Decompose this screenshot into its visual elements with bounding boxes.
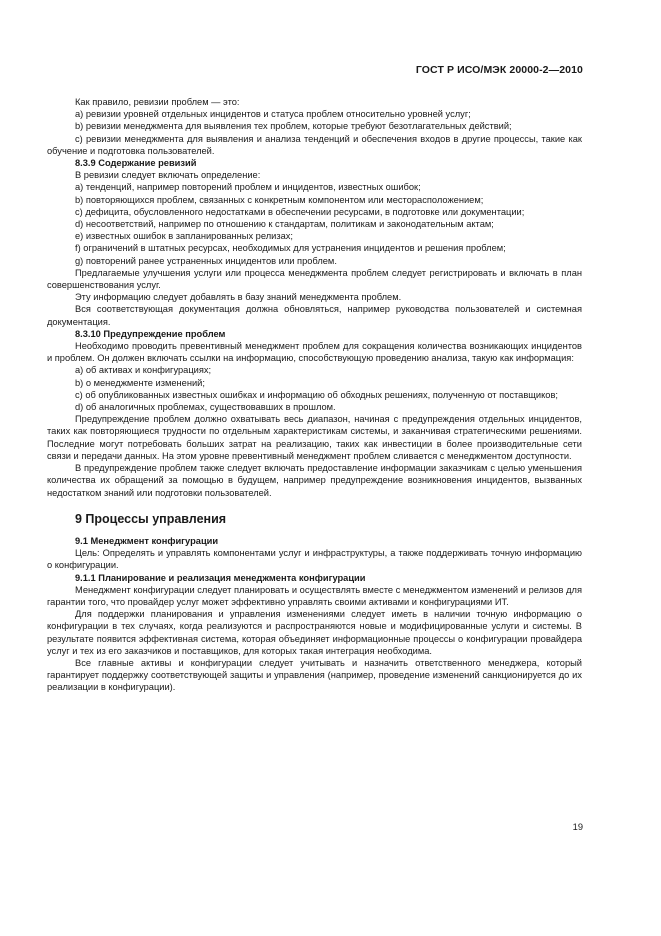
paragraph: c) ревизии менеджмента для выявления и анализа тенденций и обеспечения входов в другие процессы, такие как обучение и подготовка пользователей. <box>47 133 582 156</box>
paragraph: c) дефицита, обусловленного недостатками в обеспечении ресурсами, в подготовке или документации; <box>75 206 525 217</box>
paragraph: Вся соответствующая документация должна обновляться, например руководства пользователей и системная документация. <box>47 304 582 327</box>
paragraph: e) известных ошибок в запланированных релизах; <box>75 231 293 242</box>
document-header-code: ГОСТ Р ИСО/МЭК 20000-2—2010 <box>415 64 583 76</box>
paragraph: b) повторяющихся проблем, связанных с конкретным компонентом или месторасположением; <box>75 194 484 205</box>
paragraph: Необходимо проводить превентивный менеджмент проблем для сокращения количества возникающих инцидентов и проблем. Он должен включать ссылки на информацию, способствующую проведению анализа, такую как информация: <box>47 341 582 364</box>
paragraph: В предупреждение проблем также следует включать предоставление информации заказчикам с целью уменьшения количества их обращений за помощью в будущем, например предупреждение возникновения инцидентов, вызванных недостатком знаний или подготовки пользователей. <box>47 463 582 498</box>
paragraph: b) ревизии менеджмента для выявления тех проблем, которые требуют безотлагательных действий; <box>75 121 512 132</box>
paragraph: В ревизии следует включать определение: <box>75 170 261 181</box>
paragraph: Для поддержки планирования и управления изменениями следует иметь в наличии точную информацию о конфигурации в тех случаях, когда реализуются и распространяются новые и модифицированные услуги и системы. В результате появится эффективная система, которая объединяет информационные процессы о конфигурации провайдера услуг и тех из его заказчиков и поставщиков, для которых такая интеграция необходима. <box>47 609 582 656</box>
section-heading: 9.1 Менеджмент конфигурации <box>75 535 219 546</box>
paragraph: Предлагаемые улучшения услуги или процесса менеджмента проблем следует регистрировать и включать в план совершенствования услуг. <box>47 267 582 291</box>
paragraph: Цель: Определять и управлять компонентами услуг и инфраструктуры, а также поддерживать точную информацию о конфигурации. <box>47 548 582 571</box>
paragraph: c) об опубликованных известных ошибках и информацию об обходных решениях, полученную от поставщиков; <box>75 389 558 400</box>
paragraph: Предупреждение проблем должно охватывать весь диапазон, начиная с предупреждения отдельных инцидентов, таких как повторяющиеся трудности по отдельным характеристикам системы, и заканчивая стратегическими решениями. Последние могут потребовать больших затрат на реализацию, таких как инвестиции в более производительные сети связи и передачи данных. На этом уровне превентивный менеджмент проблем сливается с менеджментом доступности. <box>47 414 582 461</box>
section-heading: 9 Процессы управления <box>75 511 227 526</box>
paragraph: b) о менеджменте изменений; <box>75 377 205 388</box>
section-heading: 8.3.10 Предупреждение проблем <box>75 328 226 339</box>
page-number: 19 <box>572 822 583 832</box>
paragraph: a) ревизии уровней отдельных инцидентов и статуса проблем относительно уровней услуг; <box>75 109 471 120</box>
paragraph: g) повторений ранее устраненных инцидентов или проблем. <box>75 255 337 266</box>
paragraph: f) ограничений в штатных ресурсах, необходимых для устранения инцидентов и решения проблем; <box>75 243 506 254</box>
paragraph: a) об активах и конфигурациях; <box>75 365 212 376</box>
document-body <box>47 96 582 694</box>
section-heading: 8.3.9 Содержание ревизий <box>75 158 197 169</box>
paragraph: Эту информацию следует добавлять в базу знаний менеджмента проблем. <box>75 292 402 303</box>
section-heading: 9.1.1 Планирование и реализация менеджмента конфигурации <box>75 572 366 583</box>
paragraph: a) тенденций, например повторений проблем и инцидентов, известных ошибок; <box>75 182 421 193</box>
paragraph: Все главные активы и конфигурации следует учитывать и назначить ответственного менеджера, который гарантирует поддержку соответствующей защиты и управления (например, проведение изменений санкционируется до их реализации в конфигурации). <box>47 657 582 693</box>
paragraph: Менеджмент конфигурации следует планировать и осуществлять вместе с менеджментом изменений и релизов для гарантии того, что провайдер услуг может эффективно управлять своими активами и конфигурациями ИТ. <box>47 584 582 607</box>
paragraph: d) об аналогичных проблемах, существовавших в прошлом. <box>75 402 336 413</box>
paragraph: Как правило, ревизии проблем — это: <box>75 97 240 107</box>
paragraph: d) несоответствий, например по отношению к стандартам, политикам и законодательным актам; <box>75 219 494 230</box>
